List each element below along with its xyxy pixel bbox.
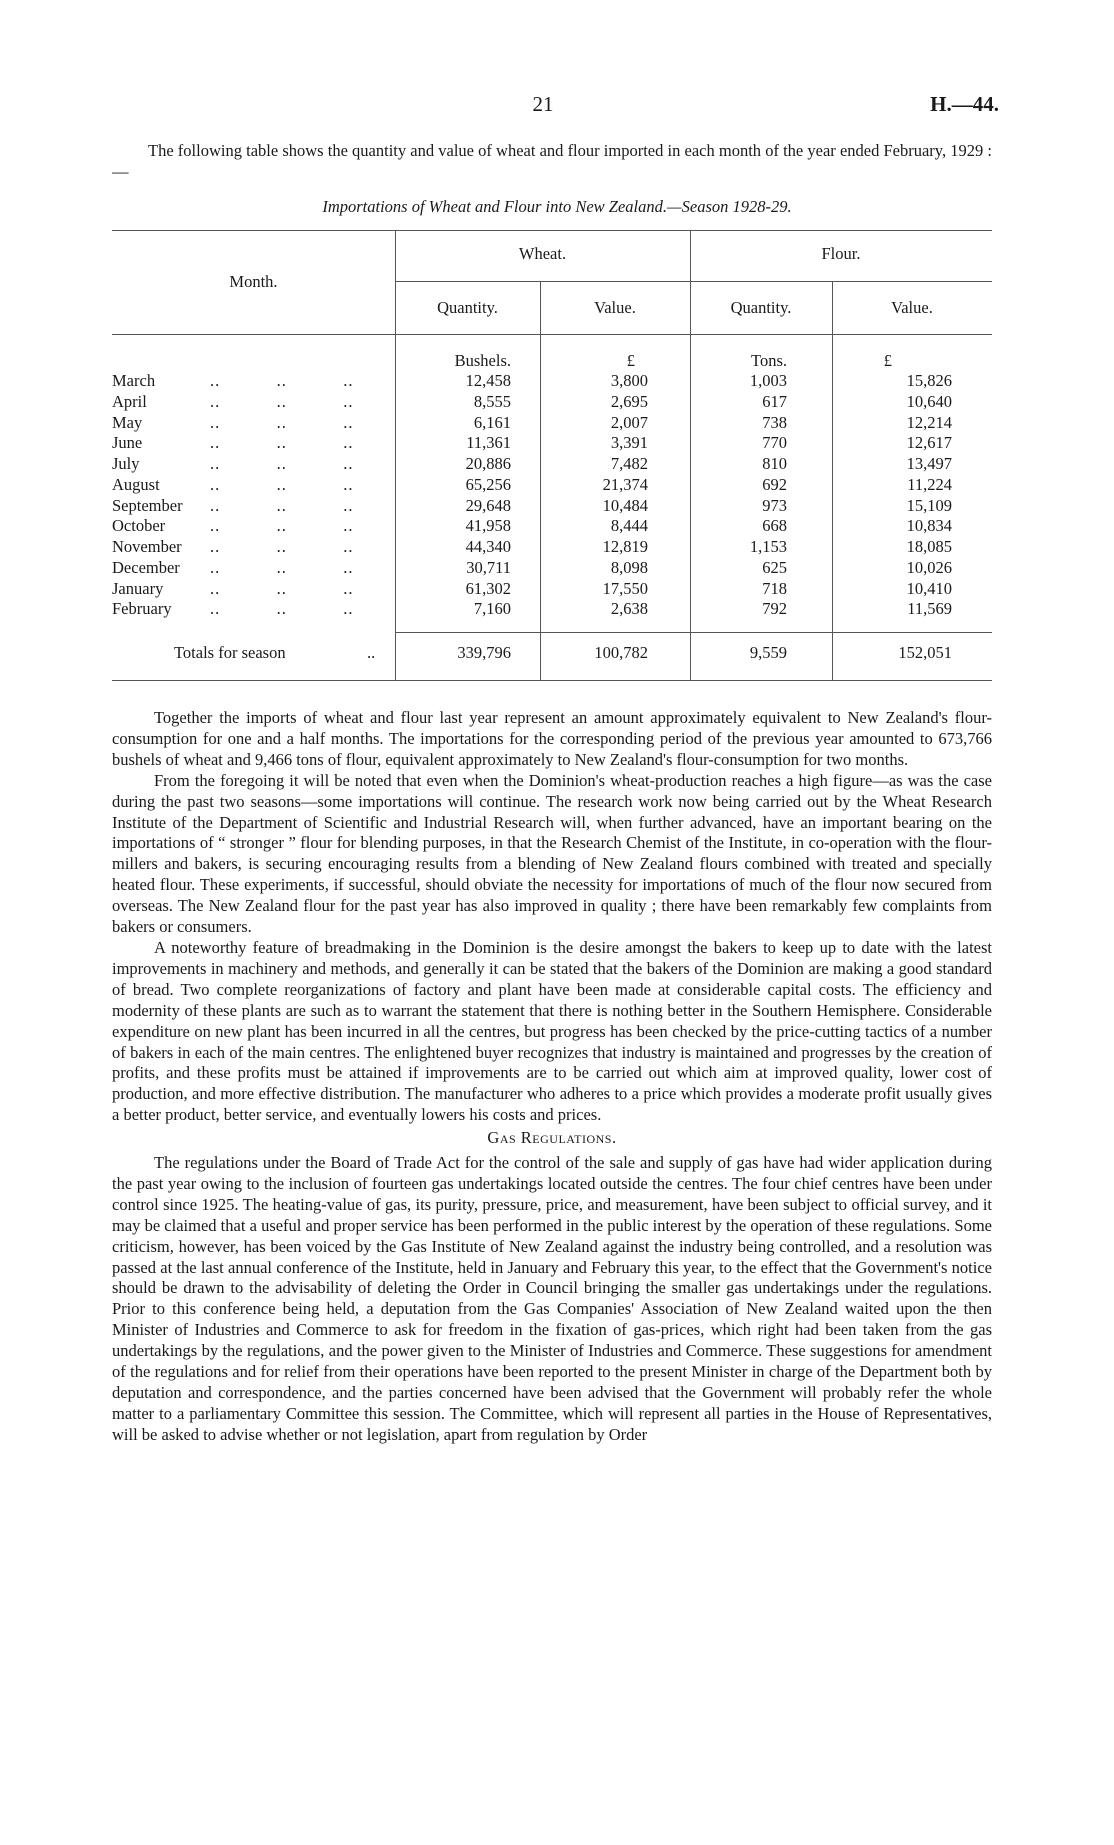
month-label: December (112, 557, 180, 577)
wheat-quantity-cell: 29,648 (465, 495, 511, 515)
section-heading: Gas Regulations. (487, 1128, 617, 1148)
wheat-value-cell: 10,484 (602, 495, 648, 515)
wheat-value-cell: 12,819 (602, 537, 648, 556)
total-flour-quantity: 9,559 (749, 643, 787, 662)
wheat-value-cell: 2,695 (610, 391, 648, 411)
table-caption: Importations of Wheat and Flour into New Zealand.—Season 1928-29. (322, 197, 792, 216)
wheat-quantity-cell: 6,161 (473, 412, 511, 432)
table-row: May .. .. .. (112, 412, 354, 432)
table-row: October .. .. .. (112, 516, 354, 536)
wheat-value-cell: 3,391 (610, 433, 648, 453)
month-label: October (112, 516, 166, 536)
wheat-value-cell: 3,800 (610, 371, 648, 390)
table-top-rule (112, 230, 992, 231)
table-row: June .. .. .. (112, 433, 354, 453)
flour-value-cell: 12,617 (906, 433, 952, 453)
month-label: July (112, 454, 140, 473)
month-label: May (112, 412, 143, 432)
flour-quantity-cell: 617 (762, 391, 787, 411)
flour-quantity-cell: 770 (762, 433, 787, 453)
unit-flour-value: £ (883, 351, 892, 370)
unit-wheat-value: £ (626, 351, 635, 370)
month-column (112, 371, 402, 620)
wheat-quantity-cell: 8,555 (473, 391, 511, 411)
flour-quantity-column (690, 371, 787, 620)
body-text (112, 708, 992, 1446)
flour-value-cell: 15,826 (906, 371, 952, 390)
header-mid-rule (395, 281, 992, 282)
flour-value-cell: 15,109 (906, 495, 952, 515)
wheat-value-cell: 21,374 (602, 474, 648, 494)
wheat-value-cell: 8,098 (610, 557, 648, 577)
flour-quantity-cell: 792 (762, 599, 787, 619)
page-number: 21 (532, 92, 554, 116)
table-row: August .. .. .. (112, 474, 354, 494)
totals-leader-dots: .. (367, 643, 376, 662)
flour-quantity-cell: 668 (762, 516, 787, 536)
header-month: Month. (229, 272, 278, 291)
paragraph: From the foregoing it will be noted that even when the Dominion's wheat-production reaches a high figure—as was the case during the past two seasons—some importations will continue. The research work now being carried out by the Wheat Research Institute of the Department of Scientific and Industrial Research will, when further advanced, have an important bearing on the importations of “ stronger ” flour for blending purposes, in that the Research Chemist of the Institute, in co-operation with the flour-millers and bakers, is securing encouraging results from a blending of New Zealand flours combined with treated and specially heated flour. These experiments, if successful, should obviate the necessity for importations of much of the flour now secured from overseas. The New Zealand flour for the past year has also improved in quality ; there have been remarkably few complaints from bakers or consumers. (112, 770, 992, 937)
wheat-value-cell: 8,444 (610, 516, 648, 536)
table-row: January .. .. .. (112, 578, 354, 598)
wheat-quantity-cell: 41,958 (465, 516, 511, 536)
flour-quantity-cell: 1,153 (749, 537, 787, 556)
header-flour: Flour. (821, 244, 861, 263)
totals-label: Totals for season (174, 643, 286, 662)
table-row: April .. .. .. (112, 391, 354, 411)
header-wheat-quantity: Quantity. (437, 298, 498, 317)
header-flour-quantity: Quantity. (730, 298, 792, 317)
wheat-value-column (540, 371, 648, 620)
flour-quantity-cell: 692 (762, 474, 787, 494)
imports-table (112, 230, 992, 700)
flour-value-cell: 11,224 (907, 474, 952, 494)
table-row: July .. .. .. (112, 454, 354, 473)
wheat-value-cell: 2,638 (610, 599, 648, 619)
flour-quantity-cell: 718 (762, 578, 787, 598)
total-flour-value: 152,051 (898, 643, 952, 662)
table-row: December .. .. .. (112, 557, 354, 577)
header-bottom-rule (112, 334, 992, 335)
table-row: March .. .. .. (112, 371, 354, 390)
flour-value-cell: 13,497 (906, 454, 952, 473)
table-row: November .. .. .. (112, 537, 354, 556)
total-wheat-quantity: 339,796 (457, 643, 511, 662)
header-wheat: Wheat. (518, 244, 567, 263)
unit-flour-quantity: Tons. (751, 351, 787, 370)
flour-value-cell: 10,640 (906, 391, 952, 411)
total-wheat-value: 100,782 (594, 643, 648, 662)
unit-wheat-quantity: Bushels. (454, 351, 511, 370)
wheat-quantity-cell: 44,340 (465, 537, 511, 556)
wheat-quantity-column (395, 371, 511, 620)
flour-value-cell: 10,410 (906, 578, 952, 598)
paragraph: The regulations under the Board of Trade Act for the control of the sale and supply of gas have had wider application during the past year owing to the inclusion of fourteen gas undertakings located outside the centres. The four chief centres have been under control since 1925. The heating-value of gas, its purity, pressure, price, and measurement, have been subject to official survey, and it may be claimed that a useful and proper service has been performed in the public interest by the operation of these regulations. Some criticism, however, has been voiced by the Gas Institute of New Zealand against the industry being controlled, and a resolution was passed at the last annual conference of the Institute, held in January and February this year, to the effect that the Government's notice should be drawn to the advisability of deleting the Order in Council bringing the smaller gas undertakings under the regulations. Prior to this conference being held, a deputation from the Gas Companies' Association of New Zealand waited upon the then Minister of Industries and Commerce to ask for freedom in the fixation of gas-prices, which right had been taken from the gas undertakings by the regulations, and the power given to the Minister of Industries and Commerce. These suggestions for amendment of the regulations and for relief from their operations have been reported to the present Minister in charge of the Department both by deputation and correspondence, and the parties concerned have been advised that the Government will probably refer the whole matter to a parliamentary Committee this session. The Committee, which will represent all parties in the House of Representatives, will be asked to advise whether or not legislation, apart from regulation by Order (112, 1153, 992, 1444)
header-wheat-value: Value. (594, 298, 636, 317)
flour-quantity-cell: 1,003 (749, 371, 787, 390)
document-reference: H.—44. (930, 92, 999, 116)
table-row: September .. .. .. (112, 495, 354, 515)
flour-value-column (832, 371, 952, 620)
wheat-quantity-cell: 7,160 (473, 599, 511, 619)
wheat-value-cell: 7,482 (610, 454, 648, 473)
totals-top-rule (395, 632, 992, 633)
paragraph: Together the imports of wheat and flour last year represent an amount approximately equivalent to New Zealand's flour-consumption for one and a half months. The importations for the corresponding period of the previous year amounted to 673,766 bushels of wheat and 9,466 tons of flour, equivalent approximately to New Zealand's flour-consumption for two months. (112, 708, 992, 769)
month-label: January (112, 578, 164, 598)
wheat-quantity-cell: 30,711 (466, 557, 511, 577)
month-label: April (112, 391, 147, 411)
month-label: November (112, 537, 182, 556)
table-row: February .. .. .. (112, 599, 354, 619)
wheat-quantity-cell: 65,256 (465, 474, 511, 494)
month-label: March (112, 371, 156, 390)
intro-paragraph: The following table shows the quantity and value of wheat and flour imported in each month of the year ended February, 1929 :— (112, 141, 992, 181)
month-label: September (112, 495, 183, 515)
flour-quantity-cell: 738 (762, 412, 787, 432)
wheat-quantity-cell: 11,361 (466, 433, 511, 453)
flour-value-cell: 10,026 (906, 557, 952, 577)
month-label: August (112, 474, 160, 494)
flour-value-cell: 10,834 (906, 516, 952, 536)
wheat-quantity-cell: 12,458 (465, 371, 511, 390)
flour-value-cell: 11,569 (907, 599, 952, 619)
flour-value-cell: 18,085 (906, 537, 952, 556)
header-flour-value: Value. (891, 298, 933, 317)
table-bottom-rule (112, 680, 992, 681)
flour-quantity-cell: 810 (762, 454, 787, 473)
flour-quantity-cell: 973 (762, 495, 787, 515)
wheat-quantity-cell: 61,302 (465, 578, 511, 598)
wheat-value-cell: 17,550 (602, 578, 648, 598)
month-label: June (112, 433, 143, 453)
flour-quantity-cell: 625 (762, 557, 787, 577)
paragraph: A noteworthy feature of breadmaking in the Dominion is the desire amongst the bakers to keep up to date with the latest improvements in machinery and methods, and generally it can be stated that the bakers of the Dominion are making a good standard of bread. Two complete reorganizations of factory and plant have been made at considerable capital costs. The efficiency and modernity of these plants are such as to warrant the statement that there is nothing better in the Southern Hemisphere. Considerable expenditure on new plant has been incurred in all the centres, but progress has been checked by the price-cutting tactics of a number of bakers in each of the main centres. The enlightened buyer recognizes that industry is maintained and progresses by the creation of profits, and these profits must be attained if improvements are to be carried out which aim at improved quality, lower cost of production, and more effective distribution. The manufacturer who adheres to a price which provides a moderate profit usually gives a better product, better service, and eventually lowers his costs and prices. (112, 937, 992, 1125)
flour-value-cell: 12,214 (906, 412, 952, 432)
month-label: February (112, 599, 172, 619)
wheat-quantity-cell: 20,886 (465, 454, 511, 473)
wheat-value-cell: 2,007 (610, 412, 648, 432)
